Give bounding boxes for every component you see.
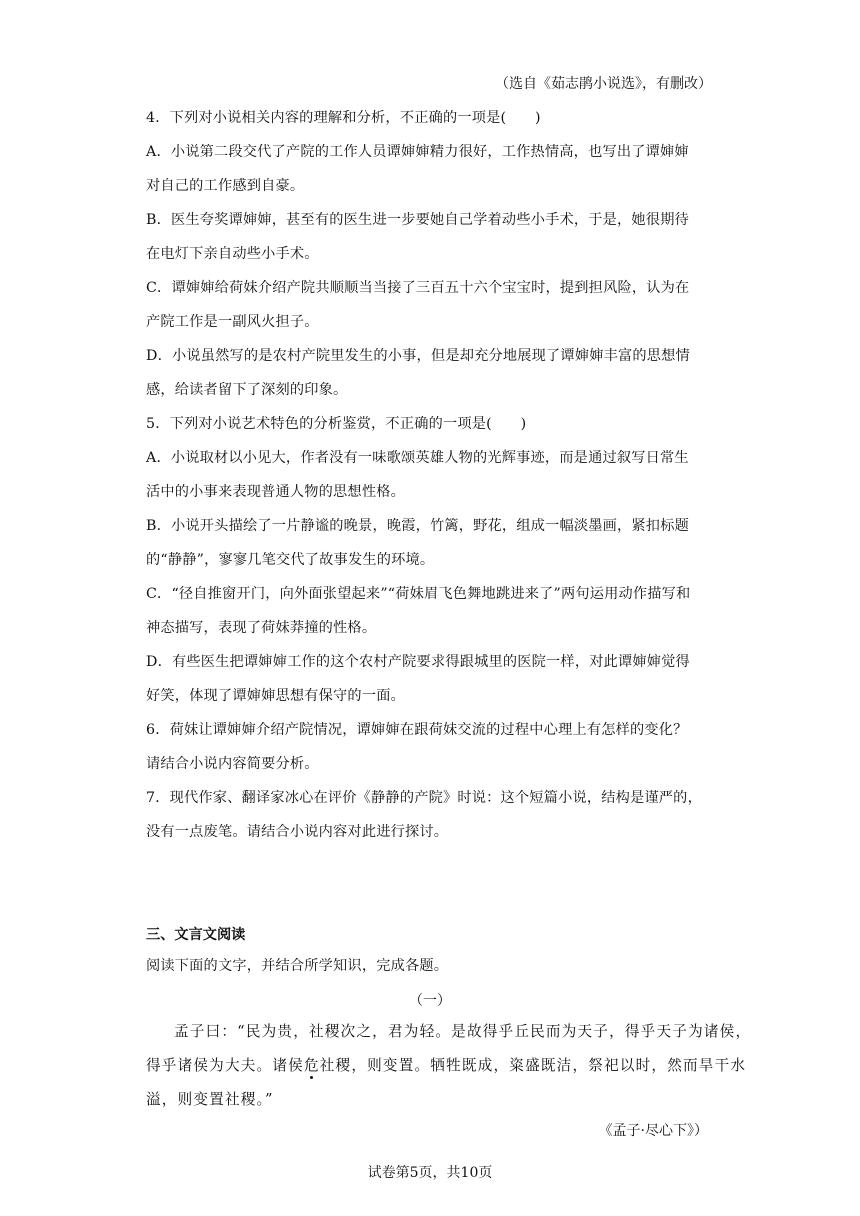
q5-option-c-line2: 神态描写，表现了荷妹莽撞的性格。 bbox=[146, 620, 377, 636]
q5-option-b-line2: 的“静静”，寥寥几笔交代了故事发生的环境。 bbox=[146, 552, 435, 568]
dotted-character: 危 bbox=[303, 1057, 320, 1074]
q5-option-a-line2: 活中的小事来表现普通人物的思想性格。 bbox=[146, 484, 405, 500]
q4-option-d-line2: 感，给读者留下了深刻的印象。 bbox=[146, 382, 348, 398]
q5-option-c-line1: C．“径自推窗开门，向外面张望起来”“荷妹眉飞色舞地跳进来了”两句运用动作描写和 bbox=[146, 586, 691, 602]
passage-line-2-before: 得乎诸侯为大夫。诸侯 bbox=[146, 1057, 304, 1074]
question-4-stem: 4．下列对小说相关内容的理解和分析，不正确的一项是( ) bbox=[146, 110, 541, 126]
passage-line-3: 溢，则变置社稷。” bbox=[146, 1091, 274, 1108]
passage-line-1: 孟子曰：“民为贵，社稷次之，君为轻。是故得乎丘民而为天子，得乎天子为诸侯， bbox=[174, 1023, 752, 1040]
passage-line-2-after: 社稷，则变置。牺牲既成，粢盛既洁，祭祀以时，然而旱干水 bbox=[319, 1057, 747, 1074]
question-5-stem: 5．下列对小说艺术特色的分析鉴赏，不正确的一项是( ) bbox=[146, 416, 527, 432]
passage-citation: 《孟子·尽心下》） bbox=[598, 1123, 708, 1139]
q4-option-a-line1: A．小说第二段交代了产院的工作人员谭婶婶精力很好，工作热情高，也写出了谭婶婶 bbox=[146, 144, 689, 160]
question-6-stem: 6．荷妹让谭婶婶介绍产院情况，谭婶婶在跟荷妹交流的过程中心理上有怎样的变化？ bbox=[146, 722, 688, 738]
q6-line2: 请结合小说内容简要分析。 bbox=[146, 756, 319, 772]
section-3-instruction: 阅读下面的文字，并结合所学知识，完成各题。 bbox=[146, 958, 449, 974]
q5-option-d-line1: D．有些医生把谭婶婶工作的这个农村产院要求得跟城里的医院一样，对此谭婶婶觉得 bbox=[146, 654, 690, 670]
page-footer: 试卷第5页，共10页 bbox=[367, 1165, 493, 1181]
q4-option-b-line2: 在电灯下亲自动些小手术。 bbox=[146, 246, 319, 262]
section-3-heading: 三、文言文阅读 bbox=[146, 927, 246, 943]
q5-option-b-line1: B．小说开头描绘了一片静谧的晚景，晚霞，竹篱，野花，组成一幅淡墨画，紧扣标题 bbox=[146, 518, 689, 534]
q4-option-b-line1: B．医生夸奖谭婶婶，甚至有的医生进一步要她自己学着动些小手术，于是，她很期待 bbox=[146, 212, 689, 228]
q4-option-d-line1: D．小说虽然写的是农村产院里发生的小事，但是却充分地展现了谭婶婶丰富的思想情 bbox=[146, 348, 690, 364]
source-note: （选自《茹志鹃小说选》，有删改） bbox=[495, 76, 712, 92]
q7-line2: 没有一点废笔。请结合小说内容对此进行探讨。 bbox=[146, 824, 449, 840]
q5-option-a-line1: A．小说取材以小见大，作者没有一味歌颂英雄人物的光辉事迹，而是通过叙写日常生 bbox=[146, 450, 689, 466]
passage-line-2 bbox=[146, 1056, 747, 1076]
q4-option-c-line1: C．谭婶婶给荷妹介绍产院共顺顺当当接了三百五十六个宝宝时，提到担风险，认为在 bbox=[146, 280, 690, 296]
q4-option-a-line2: 对自己的工作感到自豪。 bbox=[146, 178, 305, 194]
part-label: （一） bbox=[409, 993, 451, 1009]
q5-option-d-line2: 好笑，体现了谭婶婶思想有保守的一面。 bbox=[146, 688, 405, 704]
question-7-stem: 7．现代作家、翻译家冰心在评价《静静的产院》时说：这个短篇小说，结构是谨严的， bbox=[146, 790, 702, 806]
q4-option-c-line2: 产院工作是一副风火担子。 bbox=[146, 314, 319, 330]
